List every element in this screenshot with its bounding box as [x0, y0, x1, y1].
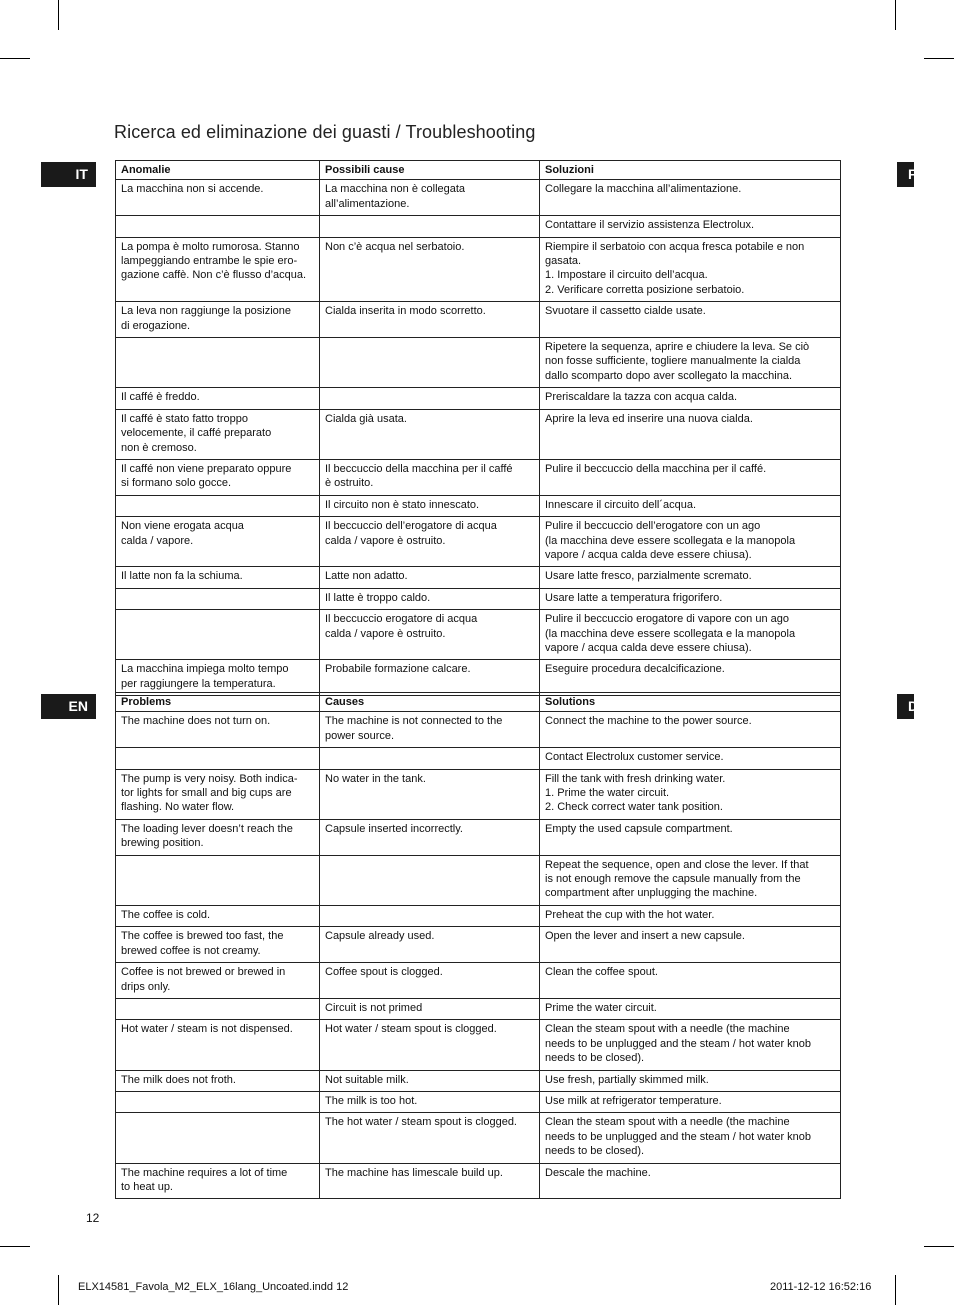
table-row	[116, 660, 841, 696]
table-row	[116, 388, 841, 409]
table-cell	[116, 459, 320, 495]
cell-text: La leva non raggiunge la posizione di erogazione.	[121, 305, 292, 332]
table-cell	[320, 237, 540, 302]
cell-text: Empty the used capsule compartment.	[545, 822, 733, 835]
cell-text: Aprire la leva ed inserire una nuova cialda.	[545, 412, 753, 425]
cell-text: The loading lever doesn’t reach the brewing position.	[121, 822, 293, 850]
side-language-tab: F	[897, 162, 914, 187]
table-cell	[116, 963, 320, 999]
table-cell	[116, 567, 320, 588]
cell-text: Use fresh, partially skimmed milk.	[545, 1073, 709, 1086]
cell-text: Use milk at refrigerator temperature.	[545, 1094, 722, 1107]
column-header: Possibili cause	[320, 161, 540, 180]
cell-text: Cialda già usata.	[325, 412, 407, 425]
table-row	[116, 748, 841, 769]
cell-text: Circuit is not primed	[325, 1001, 423, 1014]
cell-text: Contattare il servizio assistenza Electrolux.	[545, 219, 755, 232]
table-cell	[540, 769, 841, 819]
cell-text: Svuotare il cassetto cialde usate.	[545, 305, 706, 318]
column-header: Solutions	[540, 693, 841, 712]
table-cell	[320, 769, 540, 819]
table-row	[116, 1070, 841, 1091]
cell-text: Riempire il serbatoio con acqua fresca potabile e non gasata. 1. Impostare il circuito dell’acqua. 2. Verificare corretta posizione serbatoio.	[545, 240, 805, 296]
cell-text: The hot water / steam spout is clogged.	[325, 1116, 517, 1129]
cell-text: Il beccuccio della macchina per il caffé è ostruito.	[325, 462, 513, 490]
table-cell	[116, 495, 320, 516]
cell-text: Coffee spout is clogged.	[325, 966, 443, 979]
table-row	[116, 1020, 841, 1070]
table-cell	[540, 963, 841, 999]
cell-text: Innescare il circuito dell´acqua.	[545, 498, 697, 511]
cell-text: La macchina impiega molto tempo per raggiungere la temperatura.	[121, 663, 289, 690]
table-cell	[116, 1091, 320, 1112]
cell-text: Contact Electrolux customer service.	[545, 751, 724, 764]
table-cell	[116, 588, 320, 609]
table-row	[116, 409, 841, 459]
cell-text: The coffee is cold.	[121, 908, 211, 921]
table-row	[116, 338, 841, 388]
cell-text: The coffee is brewed too fast, the brewed coffee is not creamy.	[121, 930, 284, 957]
table-cell	[116, 409, 320, 459]
table-row	[116, 819, 841, 855]
table-cell	[116, 905, 320, 926]
table-cell	[116, 712, 320, 748]
cell-text: Clean the steam spout with a needle (the machine needs to be unplugged and the steam / hot water knob needs to be closed).	[545, 1023, 812, 1065]
side-language-tab: D	[897, 694, 914, 719]
cell-text: Non viene erogata acqua calda / vapore.	[121, 520, 244, 547]
cell-text: Preriscaldare la tazza con acqua calda.	[545, 391, 737, 404]
crop-mark	[924, 1246, 954, 1247]
table-cell	[320, 409, 540, 459]
table-row	[116, 495, 841, 516]
cell-text: Pulire il beccuccio della macchina per il caffé.	[545, 462, 767, 475]
table-row	[116, 567, 841, 588]
cell-text: Not suitable milk.	[325, 1073, 409, 1086]
cell-text: Connect the machine to the power source.	[545, 715, 752, 728]
table-cell	[320, 748, 540, 769]
cell-text: The pump is very noisy. Both indica- tor lights for small and big cups are flashing. No water flow.	[121, 772, 298, 814]
cell-text: Probabile formazione calcare.	[325, 663, 471, 676]
table-cell	[320, 1091, 540, 1112]
table-cell	[320, 588, 540, 609]
cell-text: The milk does not froth.	[121, 1073, 236, 1086]
cell-text: Capsule inserted incorrectly.	[325, 822, 463, 835]
table-cell	[320, 495, 540, 516]
cell-text: La pompa è molto rumorosa. Stanno lampeggiando entrambe le spie ero- gazione caffè. Non c’è flusso d’acqua.	[121, 240, 307, 282]
table-cell	[540, 567, 841, 588]
table-cell	[540, 1091, 841, 1112]
cell-text: Il circuito non è stato innescato.	[325, 498, 480, 511]
table-cell	[116, 1163, 320, 1199]
table-cell	[320, 1020, 540, 1070]
table-cell	[540, 237, 841, 302]
table-cell	[540, 388, 841, 409]
table-cell	[540, 998, 841, 1019]
table-cell	[540, 855, 841, 905]
cell-text: Il beccuccio erogatore di acqua calda / vapore è ostruito.	[325, 613, 478, 640]
cell-text: Fill the tank with fresh drinking water. 1. Prime the water circuit. 2. Check correct water tank position.	[545, 772, 726, 814]
column-header: Causes	[320, 693, 540, 712]
table-cell	[540, 1113, 841, 1163]
table-row	[116, 180, 841, 216]
crop-mark	[58, 1275, 59, 1305]
table-cell	[540, 1070, 841, 1091]
cell-text: Usare latte fresco, parzialmente scremato.	[545, 570, 752, 583]
table-cell	[320, 180, 540, 216]
cell-text: The machine does not turn on.	[121, 715, 271, 728]
table-cell	[320, 819, 540, 855]
table-cell	[320, 712, 540, 748]
cell-text: Cialda inserita in modo scorretto.	[325, 305, 486, 318]
column-header: Anomalie	[116, 161, 320, 180]
cell-text: Prime the water circuit.	[545, 1001, 657, 1014]
cell-text: The machine requires a lot of time to heat up.	[121, 1166, 288, 1193]
table-row	[116, 588, 841, 609]
table-row	[116, 237, 841, 302]
table-cell	[116, 819, 320, 855]
table-cell	[116, 748, 320, 769]
table-cell	[320, 1113, 540, 1163]
table-cell	[540, 517, 841, 567]
table-row	[116, 459, 841, 495]
table-cell	[116, 927, 320, 963]
cell-text: The milk is too hot.	[325, 1094, 418, 1107]
table-cell	[320, 610, 540, 660]
table-cell	[320, 388, 540, 409]
table-cell	[116, 998, 320, 1019]
table-cell	[320, 216, 540, 237]
table-cell	[540, 748, 841, 769]
table-cell	[320, 927, 540, 963]
table-row	[116, 1091, 841, 1112]
language-tab-en: EN	[41, 694, 96, 719]
cell-text: Hot water / steam is not dispensed.	[121, 1023, 293, 1036]
table-cell	[540, 927, 841, 963]
cell-text: Eseguire procedura decalcificazione.	[545, 663, 725, 676]
table-cell	[116, 388, 320, 409]
cell-text: Il caffé è stato fatto troppo velocemente, il caffé preparato non è cremoso.	[121, 412, 272, 454]
table-cell	[540, 712, 841, 748]
crop-mark	[0, 58, 30, 59]
table-cell	[320, 517, 540, 567]
cell-text: La macchina non si accende.	[121, 183, 264, 196]
table-cell	[540, 1020, 841, 1070]
page-number: 12	[86, 1211, 100, 1225]
cell-text: Ripetere la sequenza, aprire e chiudere la leva. Se ciò non fosse sufficiente, togliere manualmente la cialda dallo scomparto dopo aver scollegato la macchina.	[545, 341, 810, 382]
cell-text: The machine has limescale build up.	[325, 1166, 503, 1179]
table-cell	[540, 216, 841, 237]
table-cell	[116, 216, 320, 237]
cell-text: Clean the steam spout with a needle (the machine needs to be unplugged and the steam / hot water knob needs to be closed).	[545, 1116, 812, 1158]
cell-text: Il beccuccio dell’erogatore di acqua calda / vapore è ostruito.	[325, 520, 497, 547]
table-cell	[116, 237, 320, 302]
table-cell	[320, 302, 540, 338]
table-cell	[540, 819, 841, 855]
table-row	[116, 998, 841, 1019]
cell-text: Non c’è acqua nel serbatoio.	[325, 240, 465, 253]
table-header-row	[116, 161, 841, 180]
table-row	[116, 610, 841, 660]
table-cell	[540, 610, 841, 660]
crop-mark	[924, 58, 954, 59]
table-cell	[116, 1113, 320, 1163]
cell-text: Preheat the cup with the hot water.	[545, 908, 715, 921]
cell-text: Pulire il beccuccio erogatore di vapore con un ago (la macchina deve essere scollegata e la manopola vapore / acqua calda deve essere chiusa).	[545, 613, 796, 654]
table-cell	[540, 588, 841, 609]
table-cell	[320, 855, 540, 905]
table-row	[116, 712, 841, 748]
cell-text: Collegare la macchina all’alimentazione.	[545, 183, 742, 196]
cell-text: Il latte è troppo caldo.	[325, 591, 431, 604]
table-cell	[540, 905, 841, 926]
table-header-row	[116, 693, 841, 712]
table-row	[116, 216, 841, 237]
cell-text: La macchina non è collegata all’alimentazione.	[325, 183, 466, 210]
table-cell	[116, 1070, 320, 1091]
cell-text: Il caffé non viene preparato oppure si formano solo gocce.	[121, 462, 292, 490]
cell-text: Coffee is not brewed or brewed in drips only.	[121, 966, 286, 993]
crop-mark	[895, 1275, 896, 1305]
table-cell	[540, 302, 841, 338]
table-cell	[320, 1163, 540, 1199]
language-tab-it: IT	[41, 162, 96, 187]
table-row	[116, 517, 841, 567]
table-row	[116, 1113, 841, 1163]
footer-filename: ELX14581_Favola_M2_ELX_16lang_Uncoated.indd 12	[78, 1281, 349, 1293]
cell-text: Capsule already used.	[325, 930, 435, 943]
table-cell	[320, 963, 540, 999]
cell-text: Descale the machine.	[545, 1166, 651, 1179]
crop-mark	[0, 1246, 30, 1247]
troubleshooting-table-en	[115, 692, 841, 1199]
table-cell	[116, 660, 320, 696]
table-cell	[116, 1020, 320, 1070]
table-cell	[320, 459, 540, 495]
table-cell	[320, 905, 540, 926]
table-cell	[540, 180, 841, 216]
table-row	[116, 905, 841, 926]
table-cell	[116, 769, 320, 819]
table-row	[116, 927, 841, 963]
cell-text: Il caffé è freddo.	[121, 391, 200, 404]
crop-mark	[58, 0, 59, 30]
table-cell	[540, 459, 841, 495]
column-header: Soluzioni	[540, 161, 841, 180]
cell-text: Hot water / steam spout is clogged.	[325, 1023, 497, 1036]
table-cell	[320, 1070, 540, 1091]
cell-text: Usare latte a temperatura frigorifero.	[545, 591, 723, 604]
cell-text: The machine is not connected to the power source.	[325, 715, 503, 742]
table-row	[116, 963, 841, 999]
table-row	[116, 1163, 841, 1199]
table-cell	[116, 302, 320, 338]
table-cell	[540, 495, 841, 516]
cell-text: Latte non adatto.	[325, 570, 408, 583]
table-row	[116, 302, 841, 338]
table-row	[116, 769, 841, 819]
cell-text: Repeat the sequence, open and close the lever. If that is not enough remove the capsule manually from the compartment after unplugging the machine.	[545, 858, 809, 900]
table-cell	[116, 338, 320, 388]
crop-mark	[895, 0, 896, 30]
table-cell	[320, 660, 540, 696]
table-cell	[116, 517, 320, 567]
table-cell	[540, 1163, 841, 1199]
table-cell	[320, 998, 540, 1019]
table-cell	[320, 567, 540, 588]
table-cell	[540, 409, 841, 459]
cell-text: Clean the coffee spout.	[545, 966, 658, 979]
table-cell	[540, 338, 841, 388]
page-title: Ricerca ed eliminazione dei guasti / Troubleshooting	[114, 122, 536, 142]
footer-timestamp: 2011-12-12 16:52:16	[770, 1281, 872, 1293]
cell-text: Open the lever and insert a new capsule.	[545, 930, 745, 943]
cell-text: No water in the tank.	[325, 772, 426, 785]
cell-text: Il latte non fa la schiuma.	[121, 570, 243, 583]
troubleshooting-table-it	[115, 160, 841, 696]
column-header: Problems	[116, 693, 320, 712]
table-cell	[116, 855, 320, 905]
table-cell	[320, 338, 540, 388]
table-row	[116, 855, 841, 905]
table-cell	[116, 610, 320, 660]
table-cell	[540, 660, 841, 696]
cell-text: Pulire il beccuccio dell’erogatore con un ago (la macchina deve essere scollegata e la manopola vapore / acqua calda deve essere chiusa).	[545, 520, 796, 561]
table-cell	[116, 180, 320, 216]
